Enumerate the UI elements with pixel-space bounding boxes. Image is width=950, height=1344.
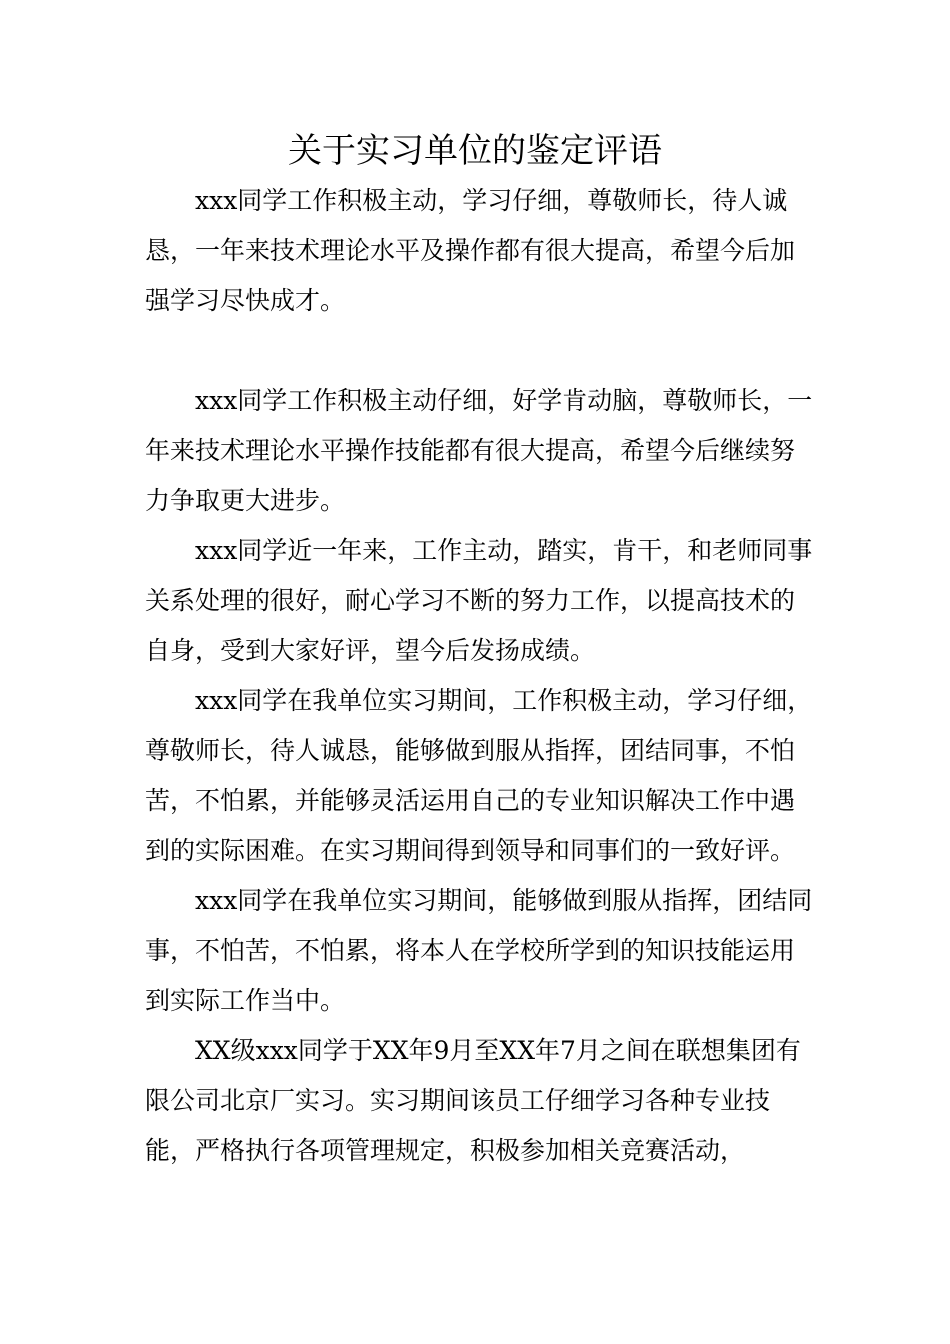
paragraph-spacer [145,326,815,376]
paragraph-3: xxx同学近一年来，工作主动，踏实，肯干，和老师同事关系处理的很好，耐心学习不断的努力工作，以提高技术的自身，受到大家好评，望今后发扬成绩。 [145,536,813,665]
paragraph-6: XX级xxx同学于XX年9月至XX年7月之间在联想集团有限公司北京厂实习。实习期间该员工仔细学习各种专业技能，严格执行各项管理规定，积极参加相关竞赛活动， [145,1036,801,1165]
document-title: 关于实习单位的鉴定评语 [288,131,662,171]
paragraph-1: xxx同学工作积极主动，学习仔细，尊敬师长，待人诚恳，一年来技术理论水平及操作都有很大提高，希望今后加强学习尽快成才。 [145,186,796,315]
paragraph-4: xxx同学在我单位实习期间，工作积极主动，学习仔细，尊敬师长，待人诚恳，能够做到服从指挥，团结同事，不怕苦，不怕累，并能够灵活运用自己的专业知识解决工作中遇到的实际困难。在实习期间得到领导和同事们的一致好评。 [145,686,813,865]
document-body [145,176,815,1176]
paragraph-2: xxx同学工作积极主动仔细，好学肯动脑，尊敬师长，一年来技术理论水平操作技能都有很大提高，希望今后继续努力争取更大进步。 [145,386,813,515]
paragraph-5: xxx同学在我单位实习期间，能够做到服从指挥，团结同事，不怕苦，不怕累，将本人在学校所学到的知识技能运用到实际工作当中。 [145,886,813,1015]
